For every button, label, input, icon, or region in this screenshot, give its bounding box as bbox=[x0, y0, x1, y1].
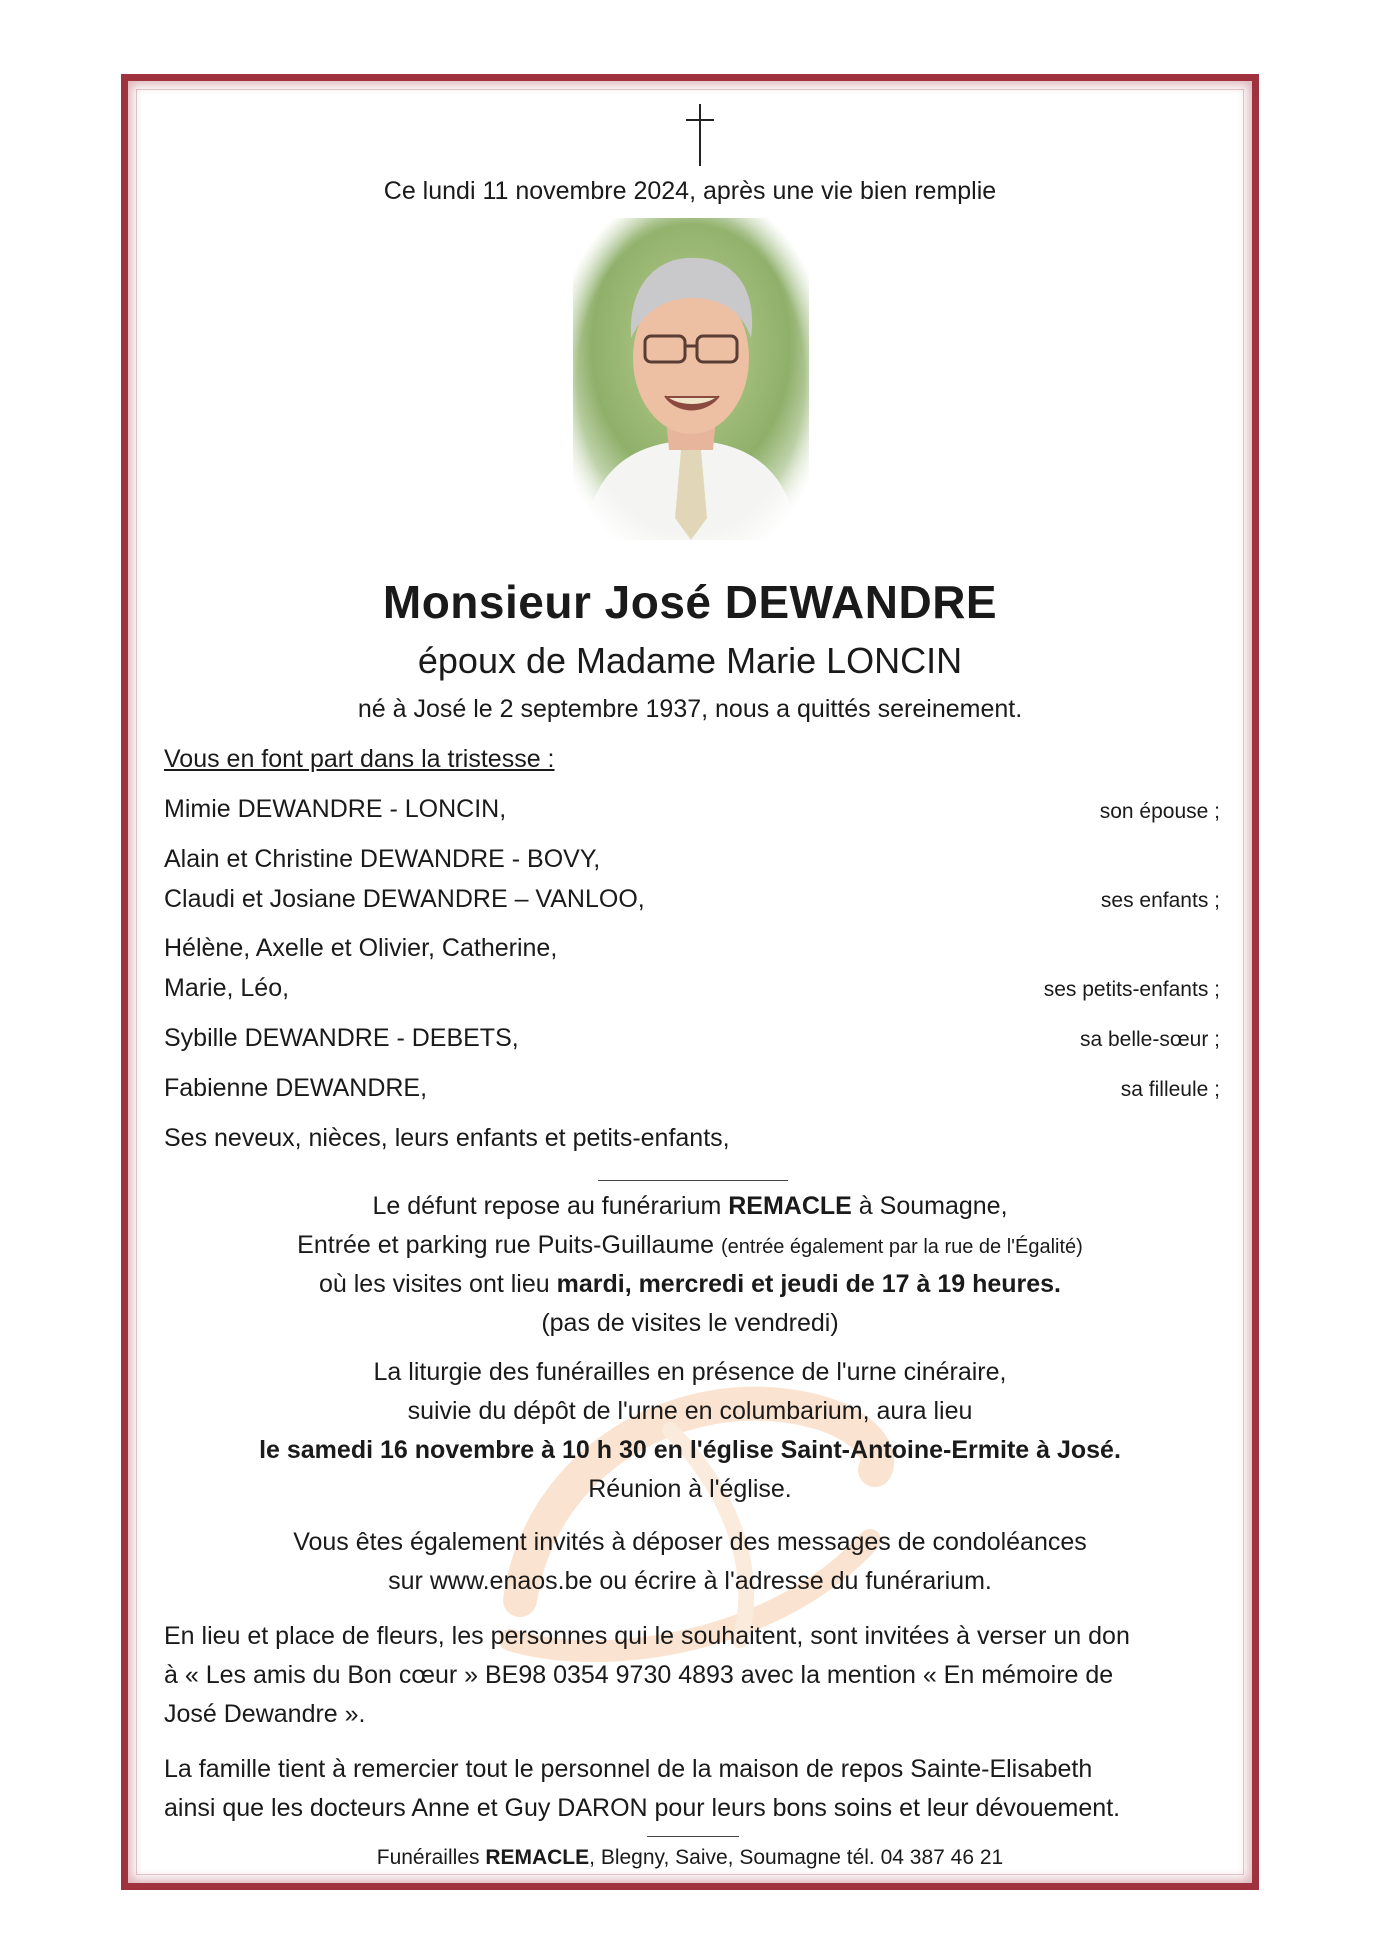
section-divider bbox=[598, 1180, 788, 1181]
birth-line: né à José le 2 septembre 1937, nous a quittés sereinement. bbox=[357, 695, 1023, 723]
liturgy-line-4: Réunion à l'église. bbox=[588, 1475, 792, 1503]
thanks-line-2: ainsi que les docteurs Anne et Guy DARON pour leurs bons soins et leur dévouement. bbox=[164, 1794, 1121, 1822]
relation-label: sa belle-sœur ; bbox=[1079, 1028, 1220, 1051]
cross-icon bbox=[680, 102, 720, 168]
funeral-home-name: REMACLE bbox=[728, 1192, 852, 1220]
footer bbox=[121, 1843, 1259, 1873]
visiting-hours: mardi, mercredi et jeudi de 17 à 19 heures. bbox=[556, 1270, 1062, 1298]
visits-note: (entrée également par la rue de l'Égalité) bbox=[721, 1236, 1083, 1258]
family-line: Marie, Léo, bbox=[164, 974, 290, 1002]
family-line: Fabienne DEWANDRE, bbox=[164, 1074, 428, 1102]
footer-text: Funérailles bbox=[376, 1846, 486, 1869]
visits-line-4: (pas de visites le vendredi) bbox=[541, 1309, 839, 1337]
visits-line-2 bbox=[121, 1226, 1259, 1267]
donation-line-1: En lieu et place de fleurs, les personnes qui le souhaitent, sont invitées à verser un don bbox=[164, 1622, 1130, 1650]
donation-line-2: à « Les amis du Bon cœur » BE98 0354 9730 4893 avec la mention « En mémoire de bbox=[164, 1661, 1114, 1689]
deceased-name: Monsieur José DEWANDRE bbox=[382, 576, 998, 628]
condolences-line-1: Vous êtes également invités à déposer des messages de condoléances bbox=[293, 1528, 1087, 1556]
spouse-line: époux de Madame Marie LONCIN bbox=[417, 640, 963, 681]
visits-line-1 bbox=[121, 1187, 1259, 1226]
relation-label: son épouse ; bbox=[1099, 800, 1220, 823]
footer-company: REMACLE bbox=[485, 1846, 590, 1869]
relation-label: sa filleule ; bbox=[1120, 1078, 1220, 1101]
intro-text: Ce lundi 11 novembre 2024, après une vie bien remplie bbox=[383, 177, 997, 205]
family-heading: Vous en font part dans la tristesse : bbox=[164, 745, 555, 773]
liturgy-line-1: La liturgie des funérailles en présence de l'urne cinéraire, bbox=[373, 1358, 1007, 1386]
visits-text: Entrée et parking rue Puits-Guillaume bbox=[297, 1231, 721, 1259]
relation-label: ses petits-enfants ; bbox=[1043, 978, 1220, 1001]
family-line: Hélène, Axelle et Olivier, Catherine, bbox=[164, 934, 558, 962]
visits-line-3 bbox=[121, 1265, 1259, 1304]
visits-text: à Soumagne, bbox=[851, 1192, 1008, 1220]
portrait-photo bbox=[573, 218, 809, 540]
visits-text: où les visites ont lieu bbox=[318, 1270, 557, 1298]
footer-contact: , Blegny, Saive, Soumagne tél. 04 387 46 21 bbox=[589, 1846, 1004, 1869]
family-line: Claudi et Josiane DEWANDRE – VANLOO, bbox=[164, 885, 645, 913]
liturgy-line-3: le samedi 16 novembre à 10 h 30 en l'église Saint-Antoine-Ermite à José. bbox=[259, 1436, 1121, 1464]
family-line: Alain et Christine DEWANDRE - BOVY, bbox=[164, 845, 601, 873]
family-line: Mimie DEWANDRE - LONCIN, bbox=[164, 795, 507, 823]
relation-label: ses enfants ; bbox=[1100, 889, 1220, 912]
thanks-line-1: La famille tient à remercier tout le personnel de la maison de repos Sainte-Elisabeth bbox=[164, 1755, 1093, 1783]
visits-text: Le défunt repose au funérarium bbox=[372, 1192, 729, 1220]
liturgy-line-2: suivie du dépôt de l'urne en columbarium, aura lieu bbox=[407, 1397, 973, 1425]
family-line: Ses neveux, nièces, leurs enfants et petits-enfants, bbox=[164, 1124, 730, 1152]
donation-line-3: José Dewandre ». bbox=[164, 1700, 366, 1728]
footer-divider bbox=[647, 1836, 739, 1837]
condolences-line-2: sur www.enaos.be ou écrire à l'adresse du funérarium. bbox=[388, 1567, 992, 1595]
family-line: Sybille DEWANDRE - DEBETS, bbox=[164, 1024, 519, 1052]
